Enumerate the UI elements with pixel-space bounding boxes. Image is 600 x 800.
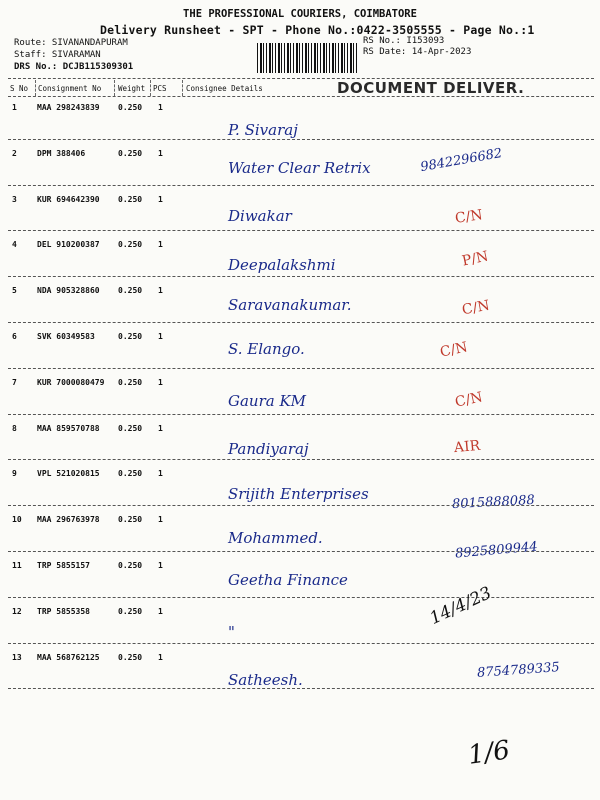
row-sno: 12 bbox=[12, 606, 22, 616]
row-pcs: 1 bbox=[158, 423, 163, 433]
row-weight: 0.250 bbox=[118, 286, 143, 296]
row-pcs: 1 bbox=[158, 332, 163, 341]
row-consignee-name: Geetha Finance bbox=[228, 571, 348, 589]
row-weight: 0.250 bbox=[118, 469, 143, 479]
row-weight: 0.250 bbox=[118, 103, 143, 112]
row-divider bbox=[8, 368, 594, 369]
row-consignee-name: S. Elango. bbox=[228, 340, 305, 358]
row-delivery-mark: C/N bbox=[454, 206, 484, 227]
row-sno: 1 bbox=[12, 103, 17, 112]
row-consignee-name: Water Clear Retrix bbox=[228, 158, 371, 177]
row-consignee-name: Diwakar bbox=[228, 206, 292, 225]
handwritten-date: 14/4/23 bbox=[426, 583, 495, 629]
drs-number: DRS No.: DCJB115309301 bbox=[14, 62, 134, 72]
row-consignment-no: TRP 5855157 bbox=[37, 561, 90, 570]
col-sep bbox=[182, 80, 183, 96]
row-sno: 7 bbox=[12, 377, 17, 387]
page-number: 1/6 bbox=[466, 735, 512, 771]
col-consignee: Consignee Details bbox=[186, 84, 263, 93]
row-divider bbox=[8, 230, 594, 231]
row-weight: 0.250 bbox=[118, 652, 143, 662]
row-delivery-mark: AIR bbox=[453, 437, 481, 456]
row-pcs: 1 bbox=[158, 652, 163, 662]
row-weight: 0.250 bbox=[118, 515, 143, 525]
row-divider bbox=[8, 322, 594, 323]
col-sno: S No bbox=[10, 84, 29, 93]
row-weight: 0.250 bbox=[118, 332, 143, 341]
row-consignee-name: Satheesh. bbox=[228, 670, 303, 689]
row-divider bbox=[8, 185, 594, 186]
row-weight: 0.250 bbox=[118, 561, 143, 570]
row-consignment-no: DPM 388406 bbox=[37, 148, 86, 158]
row-weight: 0.250 bbox=[118, 423, 143, 433]
row-sno: 13 bbox=[12, 652, 22, 662]
row-consignment-no: NDA 905328860 bbox=[37, 286, 100, 296]
row-pcs: 1 bbox=[158, 561, 163, 570]
row-divider bbox=[8, 688, 594, 689]
row-consignment-no: DEL 910200387 bbox=[37, 240, 100, 250]
row-sno: 4 bbox=[12, 240, 17, 250]
row-consignment-no: MAA 296763978 bbox=[37, 515, 100, 525]
row-pcs: 1 bbox=[158, 286, 163, 296]
row-divider bbox=[8, 276, 594, 277]
row-consignee-name: Saravanakumar. bbox=[228, 296, 352, 315]
route-label: Route: SIVANANDAPURAM bbox=[14, 38, 128, 48]
col-weight: Weight bbox=[118, 84, 146, 93]
row-pcs: 1 bbox=[158, 606, 163, 616]
row-divider bbox=[8, 505, 594, 506]
row-divider bbox=[8, 459, 594, 460]
row-pcs: 1 bbox=[158, 148, 163, 158]
rs-date: RS Date: 14-Apr-2023 bbox=[363, 47, 472, 57]
row-pcs: 1 bbox=[158, 240, 163, 250]
row-sno: 11 bbox=[12, 561, 22, 570]
row-consignment-no: KUR 7000080479 bbox=[37, 377, 105, 387]
header-divider-bottom bbox=[8, 96, 594, 97]
row-consignment-no: MAA 859570788 bbox=[37, 423, 100, 433]
row-pcs: 1 bbox=[158, 515, 163, 525]
row-consignee-name: P. Sivaraj bbox=[228, 121, 298, 139]
row-weight: 0.250 bbox=[118, 606, 143, 616]
row-weight: 0.250 bbox=[118, 240, 143, 250]
row-pcs: 1 bbox=[158, 469, 163, 479]
row-weight: 0.250 bbox=[118, 194, 143, 204]
row-divider bbox=[8, 414, 594, 415]
row-consignment-no: TRP 5855358 bbox=[37, 606, 90, 616]
row-consignment-no: SVK 60349583 bbox=[37, 332, 95, 341]
document-delivered-stamp: DOCUMENT DELIVER. bbox=[337, 79, 525, 97]
row-pcs: 1 bbox=[158, 377, 163, 387]
row-pcs: 1 bbox=[158, 194, 163, 204]
row-pcs: 1 bbox=[158, 103, 163, 112]
row-consignment-no: VPL 521020815 bbox=[37, 469, 100, 479]
row-consignee-name: Gaura KM bbox=[228, 391, 307, 410]
row-consignment-no: MAA 568762125 bbox=[37, 652, 100, 662]
staff-label: Staff: SIVARAMAN bbox=[14, 50, 101, 60]
col-sep bbox=[150, 80, 151, 96]
barcode-image bbox=[257, 43, 357, 73]
row-delivery-mark: C/N bbox=[453, 389, 485, 411]
row-consignment-no: MAA 298243839 bbox=[37, 103, 100, 112]
col-pcs: PCS bbox=[153, 84, 167, 93]
row-phone: 8925809944 bbox=[454, 539, 539, 562]
row-sno: 5 bbox=[12, 286, 17, 296]
row-sno: 8 bbox=[12, 423, 17, 433]
row-weight: 0.250 bbox=[118, 148, 143, 158]
row-sno: 10 bbox=[12, 515, 22, 525]
row-divider bbox=[8, 643, 594, 644]
col-sep bbox=[114, 80, 115, 96]
row-divider bbox=[8, 551, 594, 552]
row-consignee-name: Srijith Enterprises bbox=[228, 485, 369, 504]
row-delivery-mark: P/N bbox=[460, 248, 490, 270]
row-consignee-name: Mohammed. bbox=[228, 529, 323, 548]
col-sep bbox=[35, 80, 36, 96]
row-divider bbox=[8, 597, 594, 598]
row-consignee-name: Pandiyaraj bbox=[228, 439, 309, 458]
row-sno: 6 bbox=[12, 332, 17, 341]
row-sno: 9 bbox=[12, 469, 17, 479]
row-sno: 3 bbox=[12, 194, 17, 204]
row-sno: 2 bbox=[12, 148, 17, 158]
row-delivery-mark: C/N bbox=[460, 297, 491, 319]
row-consignment-no: KUR 694642390 bbox=[37, 194, 100, 204]
row-phone: 8015888088 bbox=[451, 493, 536, 513]
row-weight: 0.250 bbox=[118, 377, 143, 387]
row-consignee-name: " bbox=[228, 622, 235, 641]
row-consignee-name: Deepalakshmi bbox=[228, 256, 336, 275]
row-phone: 9842296682 bbox=[419, 145, 504, 175]
header-divider-top bbox=[8, 78, 594, 79]
row-delivery-mark: C/N bbox=[438, 339, 470, 361]
company-title: THE PROFESSIONAL COURIERS, COIMBATORE bbox=[183, 8, 417, 20]
col-consignment: Consignment No bbox=[38, 84, 102, 93]
rs-number: RS No.: I153093 bbox=[363, 36, 445, 46]
row-phone: 8754789335 bbox=[476, 659, 561, 681]
row-divider bbox=[8, 139, 594, 140]
runsheet-subtitle: Delivery Runsheet - SPT - Phone No.:0422-3505555 - Page No.:1 bbox=[100, 23, 535, 37]
